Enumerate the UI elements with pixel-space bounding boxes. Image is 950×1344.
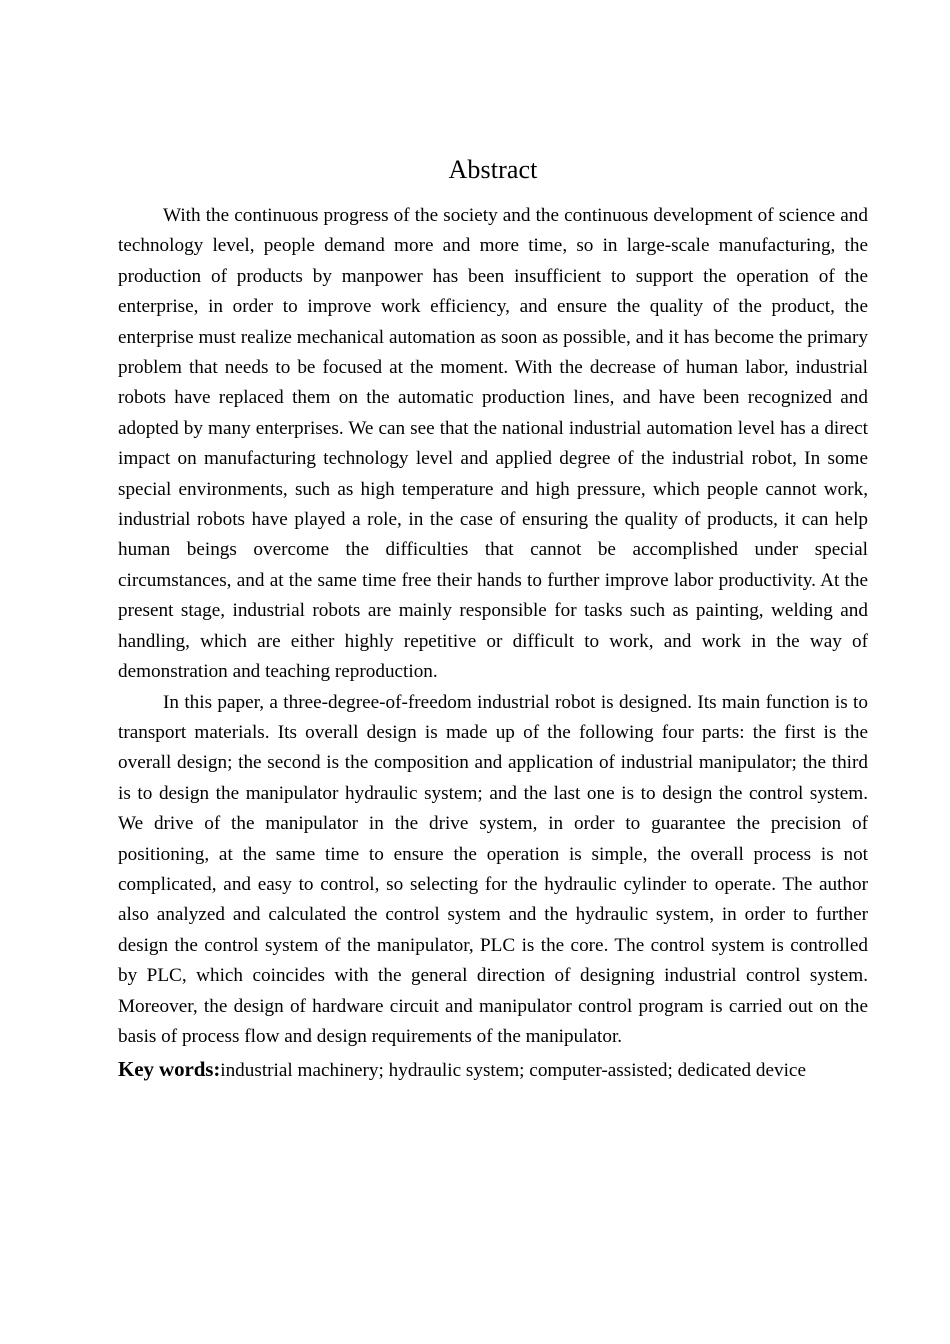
abstract-body [118,201,868,1087]
keywords-value: industrial machinery; hydraulic system; computer-assisted; dedicated device [220,1060,806,1082]
keywords-label: Key words: [118,1057,221,1082]
abstract-content-block [118,0,868,1087]
abstract-paragraph-1: With the continuous progress of the society and the continuous development of science and technology level, people demand more and more time, so in large-scale manufacturing, the production of products by manpower has been insufficient to support the operation of the enterprise, in order to improve work efficiency, and ensure the quality of the product, the enterprise must realize mechanical automation as soon as possible, and it has become the primary problem that needs to be focused at the moment. With the decrease of human labor, industrial robots have replaced them on the automatic production lines, and have been recognized and adopted by many enterprises. We can see that the national industrial automation level has a direct impact on manufacturing technology level and applied degree of the industrial robot, In some special environments, such as high temperature and high pressure, which people cannot work, industrial robots have played a role, in the case of ensuring the quality of products, it can help human beings overcome the difficulties that cannot be accomplished under special circumstances, and at the same time free their hands to further improve labor productivity. At the present stage, industrial robots are mainly responsible for tasks such as painting, welding and handling, which are either highly repetitive or difficult to work, and work in the way of demonstration and teaching reproduction. [118,205,868,683]
page-title: Abstract [448,155,538,184]
abstract-paragraph-2: In this paper, a three-degree-of-freedom industrial robot is designed. Its main function is to transport materials. Its overall design is made up of the following four parts: the first is the overall design; the second is the composition and application of industrial manipulator; the third is to design the manipulator hydraulic system; and the last one is to design the control system. We drive of the manipulator in the drive system, in order to guarantee the precision of positioning, at the same time to ensure the operation is simple, the overall process is not complicated, and easy to control, so selecting for the hydraulic cylinder to operate. The author also analyzed and calculated the control system and the hydraulic system, in order to further design the control system of the manipulator, PLC is the core. The control system is controlled by PLC, which coincides with the general direction of designing industrial control system. Moreover, the design of hardware circuit and manipulator control program is carried out on the basis of process flow and design requirements of the manipulator. [118,691,868,1047]
keywords-line [118,1052,868,1086]
